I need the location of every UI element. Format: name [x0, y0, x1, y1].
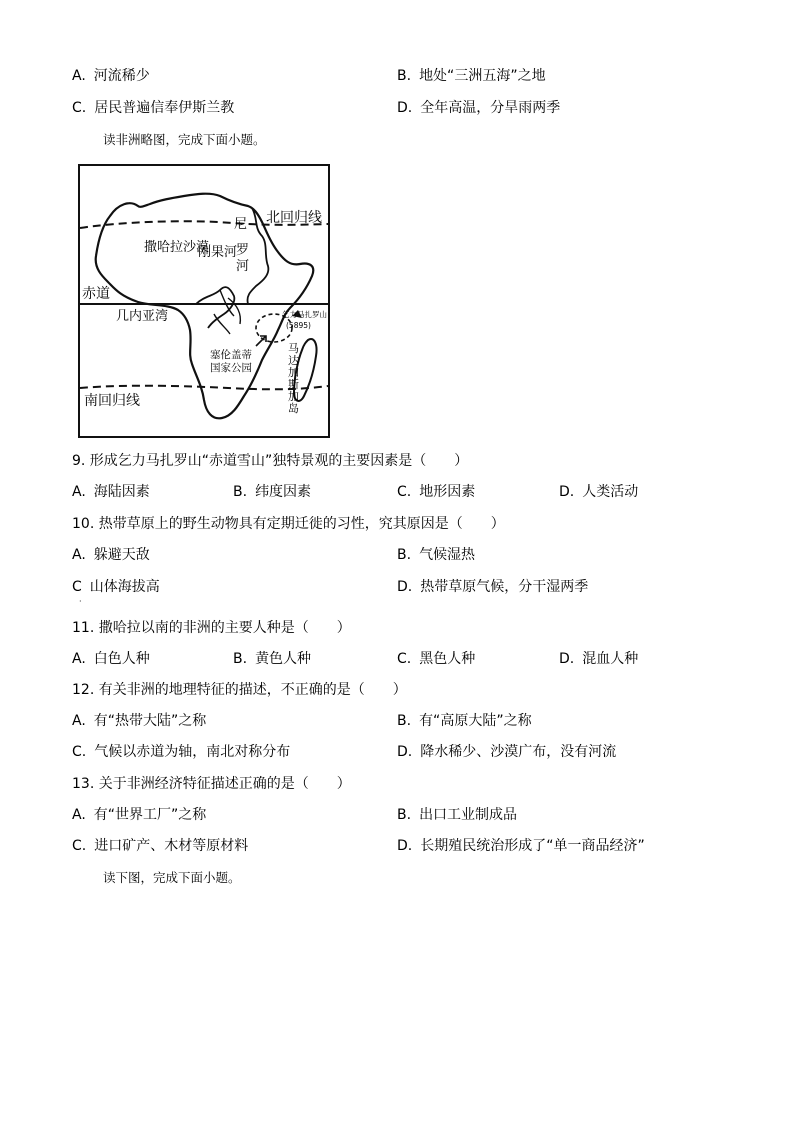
option-text: 白色人种 — [93, 651, 150, 667]
option-text: 有“高原大陆”之称 — [419, 713, 532, 729]
option-text: 气候以赤道为轴，南北对称分布 — [94, 744, 291, 760]
q12-option-c[interactable] — [72, 743, 290, 761]
option-key: B. — [233, 651, 248, 667]
q11-option-c[interactable] — [397, 650, 475, 668]
q13-option-d[interactable] — [397, 837, 645, 855]
question-13-stem: 13. 关于非洲经济特征描述正确的是（ ） — [72, 776, 351, 792]
svg-text:达: 达 — [288, 354, 299, 367]
q10-option-b[interactable] — [397, 546, 475, 564]
option-key: A. — [72, 547, 86, 563]
kilimanjaro-label: 乞力马扎罗山 — [282, 310, 327, 319]
option-text: 全年高温，分旱雨两季 — [420, 100, 561, 116]
option-key: D. — [397, 579, 413, 595]
option-key: D. — [397, 838, 413, 854]
q11-option-d[interactable] — [559, 650, 638, 668]
svg-text:加: 加 — [288, 390, 299, 403]
svg-text:斯: 斯 — [288, 378, 299, 391]
q12-option-b[interactable] — [397, 712, 532, 730]
option-key: D. — [559, 484, 575, 500]
option-text: 降水稀少、沙漠广布，没有河流 — [420, 744, 617, 760]
option-key: D. — [397, 744, 413, 760]
option-text: 长期殖民统治形成了“单一商品经济” — [420, 838, 645, 854]
reading-instruction: 读非洲略图，完成下面小题。 — [103, 132, 266, 147]
option-key: B. — [397, 547, 412, 563]
q12-option-a[interactable] — [72, 712, 206, 730]
option-text: 居民普遍信奉伊斯兰教 — [94, 100, 235, 116]
nile-label-2: 罗 — [236, 243, 250, 258]
q13-option-c[interactable] — [72, 837, 248, 855]
option-key: C. — [72, 744, 87, 760]
q10-option-a[interactable] — [72, 546, 150, 564]
sahara-label: 撒哈拉沙漠 — [144, 240, 210, 255]
equator-label: 赤道 — [82, 286, 110, 302]
stray-dot: · — [79, 597, 82, 606]
option-key: C. — [397, 651, 412, 667]
question-10-stem: 10. 热带草原上的野生动物具有定期迁徙的习性，究其原因是（ ） — [72, 516, 505, 532]
option-key: A. — [72, 68, 86, 84]
option-text: 混血人种 — [582, 651, 639, 667]
nile-label-3: 河 — [236, 259, 250, 274]
option-key: B. — [397, 807, 412, 823]
option-text: 黑色人种 — [419, 651, 476, 667]
nile-label-1: 尼 — [234, 217, 248, 232]
q9-option-d[interactable] — [559, 483, 638, 501]
q13-option-b[interactable] — [397, 806, 517, 824]
q8-option-b[interactable] — [397, 67, 546, 85]
question-9-stem: 9. 形成乞力马扎罗山“赤道雪山”独特景观的主要因素是（ ） — [72, 453, 469, 469]
option-key: A. — [72, 484, 86, 500]
kilimanjaro-height: (5895) — [286, 321, 311, 330]
guinea-label: 几内亚湾 — [116, 309, 169, 324]
tropic-of-capricorn-label: 南回归线 — [84, 393, 140, 409]
option-key: A. — [72, 807, 86, 823]
option-text: 地形因素 — [419, 484, 476, 500]
option-text: 地处“三洲五海”之地 — [419, 68, 546, 84]
tropic-of-cancer-label: 北回归线 — [266, 210, 322, 226]
option-text: 黄色人种 — [255, 651, 312, 667]
madagascar-label — [288, 342, 299, 415]
option-text: 热带草原气候，分干湿两季 — [420, 579, 589, 595]
option-text: 纬度因素 — [255, 484, 312, 500]
option-text: 有“热带大陆”之称 — [93, 713, 207, 729]
option-text: 山体海拔高 — [89, 579, 160, 595]
q8-option-c[interactable] — [72, 99, 234, 117]
serengeti-label-1: 塞伦盖蒂 — [210, 349, 252, 361]
option-key: B. — [233, 484, 248, 500]
q12-option-d[interactable] — [397, 743, 616, 761]
option-key: B. — [397, 713, 412, 729]
option-text: 海陆因素 — [93, 484, 150, 500]
q8-option-a[interactable] — [72, 67, 150, 85]
q10-option-d[interactable] — [397, 578, 588, 596]
option-text: 躲避天敌 — [93, 547, 150, 563]
option-key: D. — [559, 651, 575, 667]
q9-option-c[interactable] — [397, 483, 475, 501]
q11-option-b[interactable] — [233, 650, 311, 668]
option-key: C. — [397, 484, 412, 500]
option-key: D. — [397, 100, 413, 116]
q9-option-a[interactable] — [72, 483, 150, 501]
option-key: A. — [72, 651, 86, 667]
reading-instruction-2: 读下图，完成下面小题。 — [103, 870, 241, 885]
question-11-stem: 11. 撒哈拉以南的非洲的主要人种是（ ） — [72, 620, 351, 636]
svg-text:岛: 岛 — [288, 402, 299, 415]
serengeti-label-2: 国家公园 — [210, 362, 252, 374]
option-key: C. — [72, 838, 87, 854]
q9-option-b[interactable] — [233, 483, 311, 501]
option-text: 进口矿产、木材等原材料 — [94, 838, 249, 854]
africa-map — [78, 164, 330, 438]
svg-text:加: 加 — [288, 366, 299, 379]
congo-label: 刚果河 — [198, 245, 238, 260]
q13-option-a[interactable] — [72, 806, 206, 824]
option-key: C. — [72, 100, 87, 116]
q10-option-c[interactable] — [72, 578, 160, 596]
option-key: A. — [72, 713, 86, 729]
svg-text:马: 马 — [288, 342, 299, 355]
q11-option-a[interactable] — [72, 650, 150, 668]
option-key: C — [72, 579, 82, 595]
q8-option-d[interactable] — [397, 99, 560, 117]
question-12-stem: 12. 有关非洲的地理特征的描述，不正确的是（ ） — [72, 682, 407, 698]
option-text: 出口工业制成品 — [419, 807, 518, 823]
option-text: 人类活动 — [582, 484, 639, 500]
option-text: 河流稀少 — [93, 68, 150, 84]
option-key: B. — [397, 68, 412, 84]
option-text: 有“世界工厂”之称 — [93, 807, 207, 823]
option-text: 气候湿热 — [419, 547, 476, 563]
